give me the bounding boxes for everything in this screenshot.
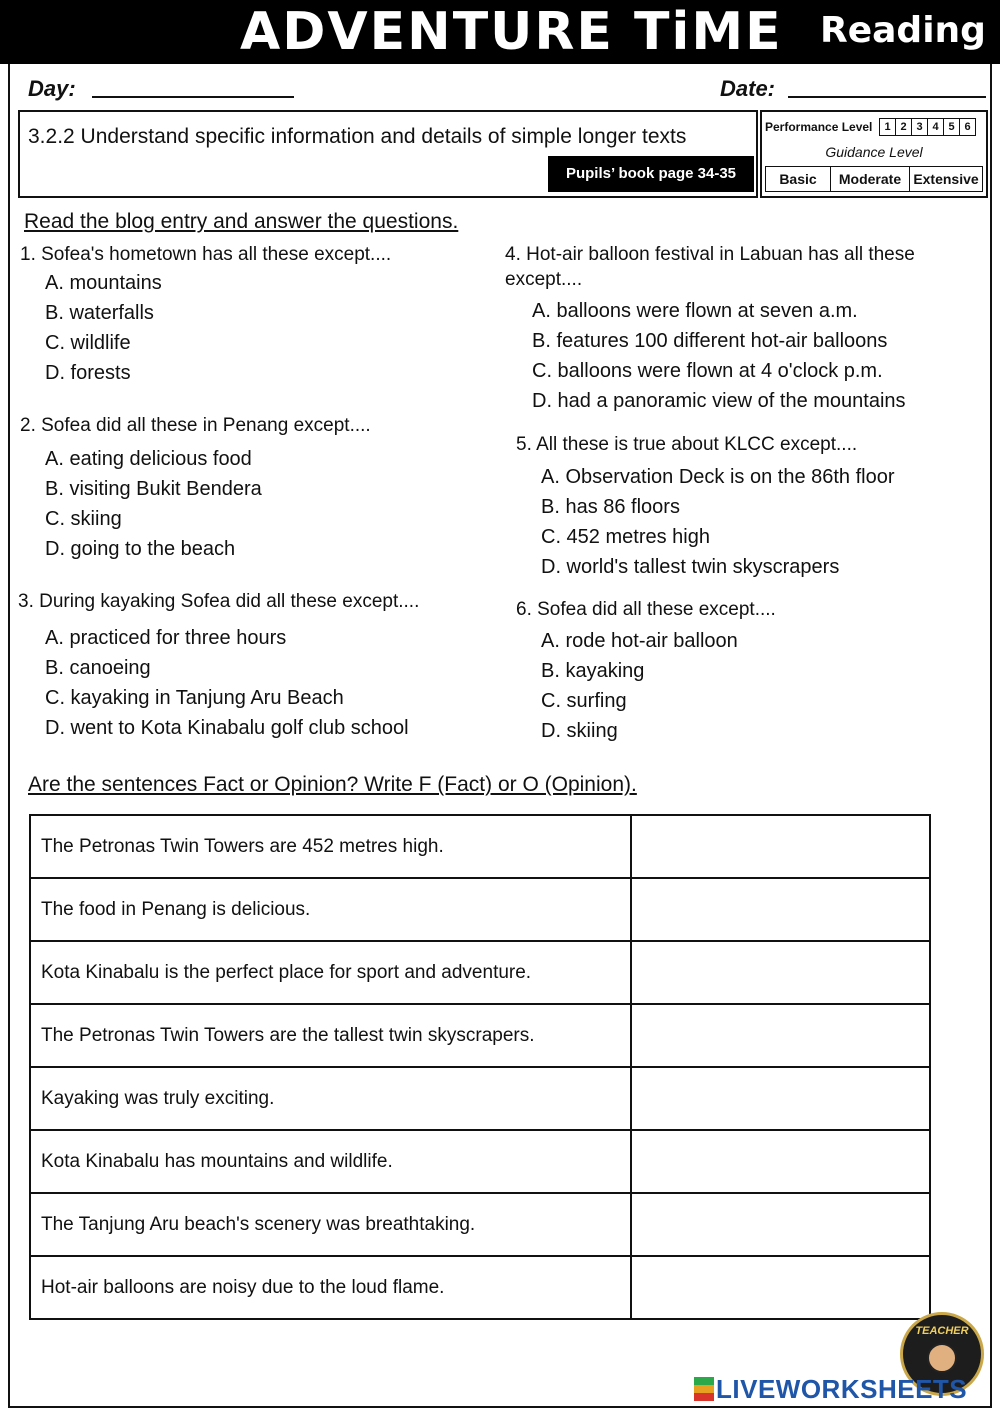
table-row — [30, 941, 930, 1004]
performance-level-3: 3 — [911, 118, 928, 136]
statement-6: Kota Kinabalu has mountains and wildlife. — [30, 1130, 631, 1193]
statement-4: The Petronas Twin Towers are the tallest twin skyscrapers. — [30, 1004, 631, 1067]
q1-option-d[interactable]: D. forests — [45, 362, 131, 384]
q6-option-c[interactable]: C. surfing — [541, 690, 627, 712]
q6-option-a[interactable]: A. rode hot-air balloon — [541, 630, 738, 652]
q4-option-a[interactable]: A. balloons were flown at seven a.m. — [532, 300, 858, 322]
q2-option-b[interactable]: B. visiting Bukit Bendera — [45, 478, 262, 500]
fact-opinion-table — [29, 814, 931, 1320]
q1-option-a[interactable]: A. mountains — [45, 272, 162, 294]
table-row — [30, 1256, 930, 1319]
table-row — [30, 1130, 930, 1193]
q3-option-b[interactable]: B. canoeing — [45, 657, 151, 679]
learning-objective-box — [18, 110, 758, 198]
q6-option-b[interactable]: B. kayaking — [541, 660, 645, 682]
performance-level-label: Performance Level — [765, 120, 873, 134]
day-line[interactable] — [92, 96, 294, 98]
q1-option-c[interactable]: C. wildlife — [45, 332, 131, 354]
q6-option-d[interactable]: D. skiing — [541, 720, 618, 742]
performance-level-5: 5 — [943, 118, 960, 136]
answer-input-6[interactable] — [632, 1132, 929, 1192]
day-label: Day: — [28, 76, 76, 101]
liveworksheets-icon — [694, 1377, 714, 1401]
question-5: 5. All these is true about KLCC except.... — [516, 434, 858, 455]
q5-option-b[interactable]: B. has 86 floors — [541, 496, 680, 518]
section-2-heading: Are the sentences Fact or Opinion? Write F (Fact) or O (Opinion). — [28, 773, 637, 796]
answer-input-3[interactable] — [632, 943, 929, 1003]
q2-option-a[interactable]: A. eating delicious food — [45, 448, 252, 470]
q3-option-a[interactable]: A. practiced for three hours — [45, 627, 287, 649]
q3-option-d[interactable]: D. went to Kota Kinabalu golf club school — [45, 717, 409, 739]
answer-input-2[interactable] — [632, 880, 929, 940]
q2-option-c[interactable]: C. skiing — [45, 508, 122, 530]
q2-option-d[interactable]: D. going to the beach — [45, 538, 236, 560]
table-row — [30, 1004, 930, 1067]
q4-option-d[interactable]: D. had a panoramic view of the mountains — [532, 390, 906, 412]
performance-level-6: 6 — [959, 118, 976, 136]
answer-input-1[interactable] — [632, 817, 929, 877]
statement-1: The Petronas Twin Towers are 452 metres high. — [30, 815, 631, 878]
table-row — [30, 1193, 930, 1256]
q3-option-c[interactable]: C. kayaking in Tanjung Aru Beach — [45, 687, 344, 709]
header-banner — [0, 0, 1000, 64]
answer-input-5[interactable] — [632, 1069, 929, 1129]
guidance-extensive: Extensive — [909, 166, 983, 192]
statement-5: Kayaking was truly exciting. — [30, 1067, 631, 1130]
question-2: 2. Sofea did all these in Penang except.... — [20, 415, 371, 436]
q5-option-c[interactable]: C. 452 metres high — [541, 526, 710, 548]
q1-option-b[interactable]: B. waterfalls — [45, 302, 154, 324]
question-3: 3. During kayaking Sofea did all these except.... — [18, 591, 420, 612]
q5-option-a[interactable]: A. Observation Deck is on the 86th floor — [541, 466, 895, 488]
worksheet-subject: Reading — [820, 10, 986, 51]
performance-level-1: 1 — [879, 118, 896, 136]
answer-input-8[interactable] — [632, 1258, 929, 1318]
date-label: Date: — [720, 76, 776, 101]
performance-level-4: 4 — [927, 118, 944, 136]
pupils-book-badge: Pupils’ book page 34-35 — [548, 156, 754, 192]
statement-8: Hot-air balloons are noisy due to the loud flame. — [30, 1256, 631, 1319]
statement-3: Kota Kinabalu is the perfect place for sport and adventure. — [30, 941, 631, 1004]
statement-7: The Tanjung Aru beach's scenery was breathtaking. — [30, 1193, 631, 1256]
statement-2: The food in Penang is delicious. — [30, 878, 631, 941]
guidance-moderate: Moderate — [830, 166, 910, 192]
teacher-badge-text: TEACHER — [915, 1325, 969, 1337]
performance-level-box — [760, 110, 988, 198]
performance-level-scale — [880, 118, 976, 136]
question-4: 4. Hot-air balloon festival in Labuan has all these except.... — [505, 244, 915, 290]
q5-option-d[interactable]: D. world's tallest twin skyscrapers — [541, 556, 840, 578]
guidance-basic: Basic — [765, 166, 831, 192]
learning-objective: 3.2.2 Understand specific information and details of simple longer texts — [28, 125, 687, 148]
answer-input-4[interactable] — [632, 1006, 929, 1066]
liveworksheets-logo[interactable] — [694, 1374, 967, 1405]
guidance-level-row — [766, 166, 983, 192]
liveworksheets-brand: LIVEWORKSHEETS — [716, 1374, 968, 1404]
worksheet-title: ADVENTURE TiME — [240, 2, 783, 62]
q4-option-c[interactable]: C. balloons were flown at 4 o'clock p.m. — [532, 360, 883, 382]
answer-input-7[interactable] — [632, 1195, 929, 1255]
section-1-heading: Read the blog entry and answer the questions. — [24, 210, 459, 233]
q4-option-b[interactable]: B. features 100 different hot-air balloons — [532, 330, 888, 352]
question-1: 1. Sofea's hometown has all these except.... — [20, 244, 392, 265]
date-line[interactable] — [788, 96, 986, 98]
teacher-avatar-icon — [927, 1343, 957, 1373]
table-row — [30, 878, 930, 941]
guidance-level-label: Guidance Level — [825, 144, 923, 160]
table-row — [30, 815, 930, 878]
table-row — [30, 1067, 930, 1130]
performance-level-2: 2 — [895, 118, 912, 136]
question-6: 6. Sofea did all these except.... — [516, 599, 776, 620]
